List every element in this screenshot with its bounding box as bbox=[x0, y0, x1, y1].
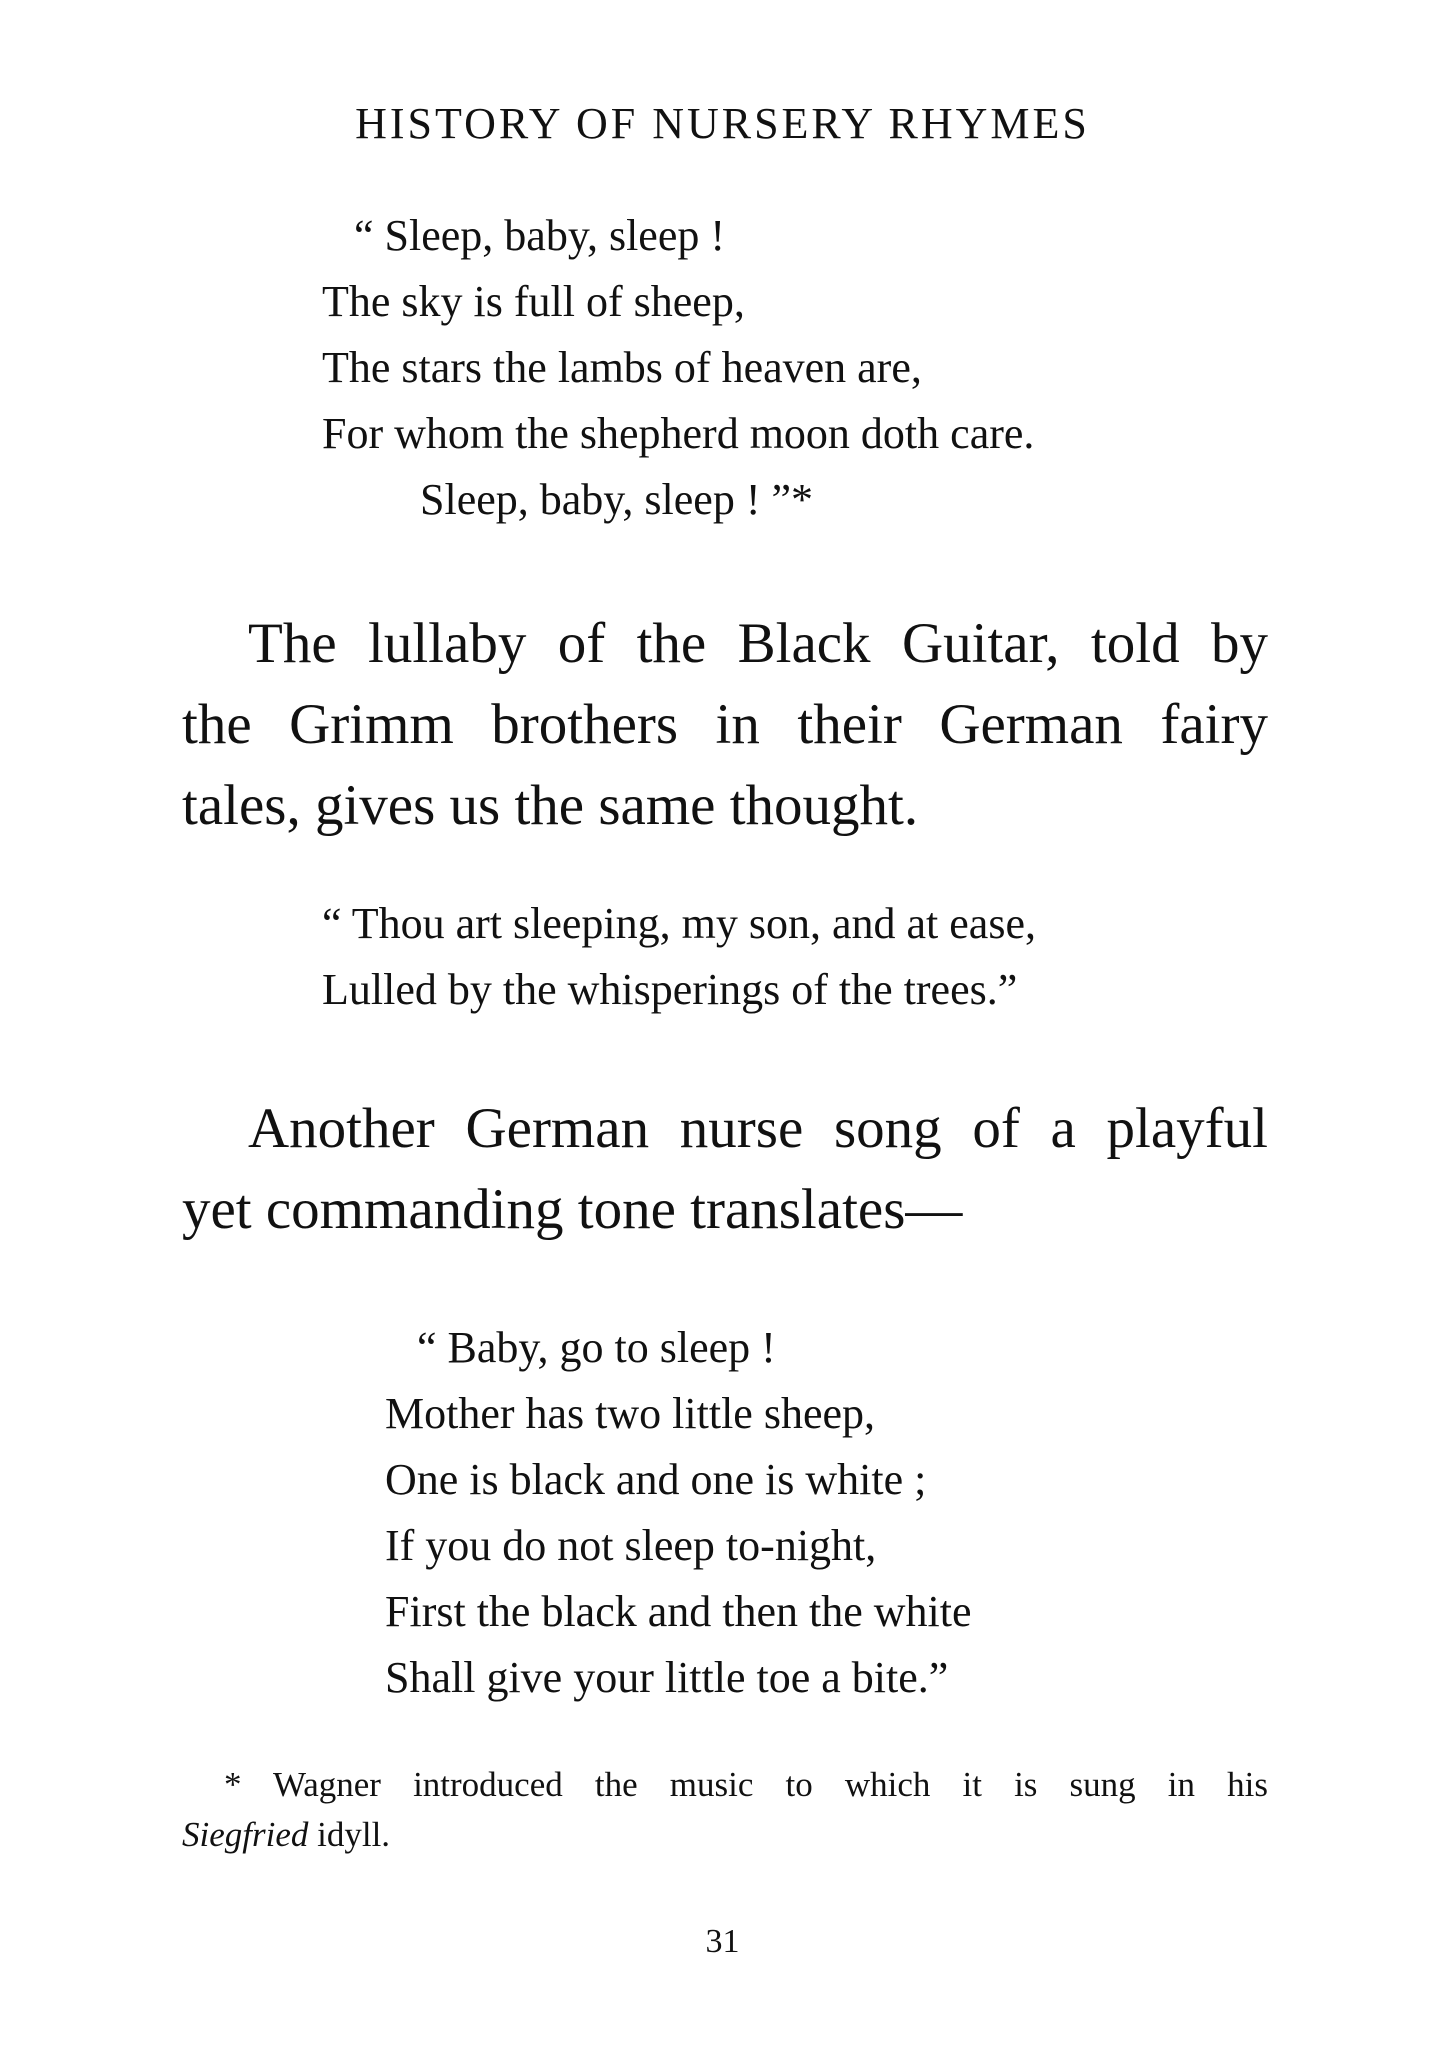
paragraph-line: Another German nurse song of a playful bbox=[248, 1097, 1268, 1160]
paragraph-line: The lullaby of the Black Guitar, told by bbox=[248, 612, 1268, 675]
verse-thou-art-sleeping bbox=[322, 891, 1036, 1023]
footnote-line: * Wagner introduced the music to which it is sung in his bbox=[224, 1765, 1268, 1804]
verse-line: First the black and then the white bbox=[385, 1587, 972, 1636]
verse-line: “ Thou art sleeping, my son, and at ease, bbox=[322, 899, 1036, 948]
verse-line: The sky is full of sheep, bbox=[322, 277, 745, 326]
paragraph-line: the Grimm brothers in their German fairy bbox=[182, 693, 1268, 756]
verse-line: One is black and one is white ; bbox=[385, 1455, 927, 1504]
running-head: HISTORY OF NURSERY RHYMES bbox=[355, 99, 1090, 148]
verse-sleep-baby-sleep bbox=[322, 203, 1034, 533]
footnote bbox=[182, 1760, 1268, 1860]
paragraph-german-nurse-song bbox=[182, 1088, 1268, 1250]
footnote-italic-title: Siegfried bbox=[182, 1815, 309, 1854]
paragraph-black-guitar bbox=[182, 603, 1268, 846]
verse-line: If you do not sleep to-night, bbox=[385, 1521, 877, 1570]
verse-line: Lulled by the whisperings of the trees.” bbox=[322, 965, 1018, 1014]
paragraph-line: yet commanding tone translates— bbox=[182, 1178, 963, 1241]
verse-baby-go-to-sleep bbox=[385, 1315, 972, 1711]
paragraph-line: tales, gives us the same thought. bbox=[182, 774, 919, 837]
verse-line: Shall give your little toe a bite.” bbox=[385, 1653, 949, 1702]
verse-line: “ Sleep, baby, sleep ! bbox=[354, 211, 726, 260]
verse-line: Sleep, baby, sleep ! ”* bbox=[420, 475, 814, 524]
footnote-line bbox=[182, 1810, 1268, 1860]
footnote-rest: idyll. bbox=[308, 1815, 391, 1854]
verse-line: For whom the shepherd moon doth care. bbox=[322, 409, 1035, 458]
verse-line: “ Baby, go to sleep ! bbox=[417, 1323, 776, 1372]
verse-line: The stars the lambs of heaven are, bbox=[322, 343, 922, 392]
page-number: 31 bbox=[705, 1923, 740, 1960]
verse-line: Mother has two little sheep, bbox=[385, 1389, 876, 1438]
